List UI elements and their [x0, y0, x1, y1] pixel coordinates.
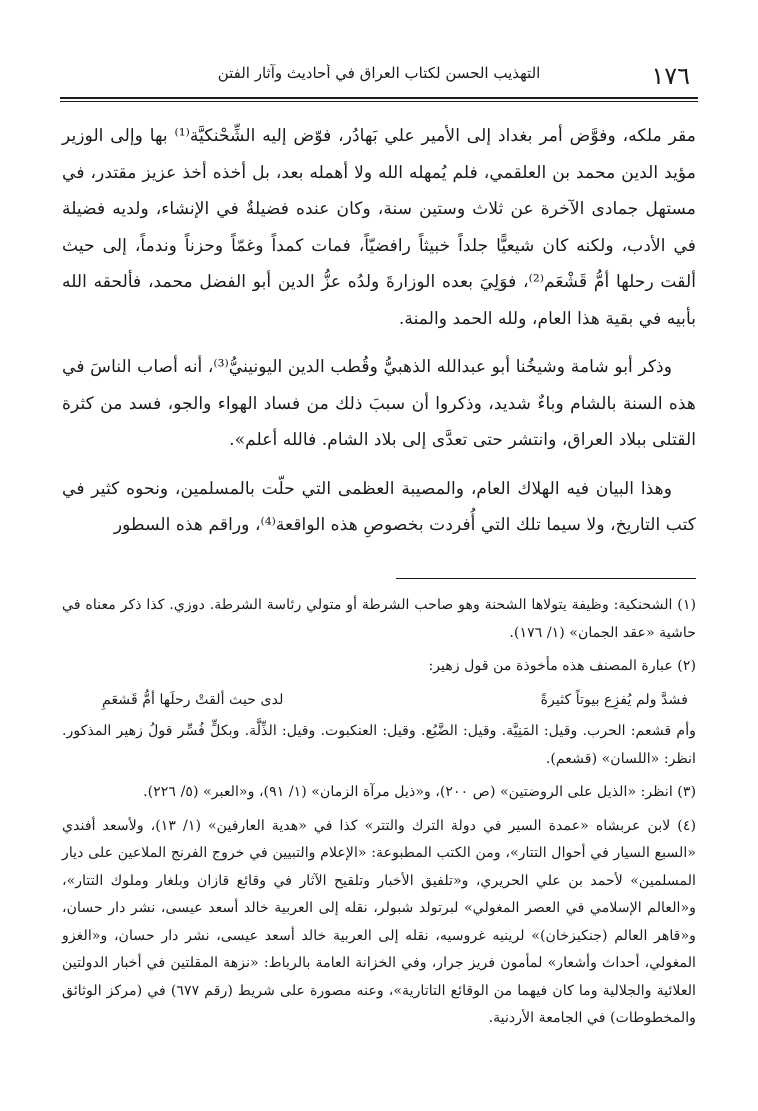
page-header — [60, 60, 698, 94]
poem-verse — [62, 687, 696, 715]
footnote-2-intro: (٢) عبارة المصنف هذه مأخوذة من قول زهير: — [428, 658, 696, 674]
footnote-1: (١) الشحنكية: وظيفة يتولاها الشحنة وهو صاحب الشرطة أو متولي رئاسة الشرطة. دوزي. كذا ذكر معناه في حاشية «عقد الجمان» (١/ ١٧٦). — [62, 597, 696, 641]
poem-first-hemistich: فشدَّ ولم يُفزِع بيوتاً كثيرةً — [540, 691, 688, 708]
page-number: ١٧٦ — [651, 62, 690, 90]
footnote-2-rest: وأم قشعم: الحرب. وقيل: المَنِيَّة. وقيل: الضَّبُع. وقيل: العنكبوت. وقيل: الذِّلَّة. وبكلٍّ فُسِّر قولُ زهير المذكور. انظر: «اللسان» (قشعم). — [62, 723, 696, 767]
header-rule — [60, 97, 698, 99]
header-rule-thin — [60, 101, 698, 102]
main-text — [62, 118, 696, 556]
footnote-separator — [396, 578, 696, 579]
paragraph-2: وذكر أبو شامة وشيخُنا أبو عبدالله الذهبيُّ وقُطب الدين اليونينيُّ⁽³⁾، أنه أصاب الناسَ في هذه السنة بالشام وباءٌ شديد، وذكروا أن سببَ ذلك من فساد الهواء والجو، فسد من كثرة القتلى ببلاد العراق، وانتشر حتى تعدَّى إلى بلاد الشام. فالله أعلم». — [62, 357, 696, 450]
running-title: التهذيب الحسن لكتاب العراق في أحاديث وآثار الفتن — [217, 64, 541, 82]
paragraph-1: مقر ملكه، وفوَّض أمر بغداد إلى الأمير علي بَهادُر، فوّض إليه الشِّحْنكيَّة⁽¹⁾ بها وإلى الوزير مؤيد الدين محمد بن العلقمي، فلم يُمهله الله ولا أهمله بعد، بل أخذه أخذ عزيز مقتدر، في مستهل جمادى الآخرة عن ثلاث وستين سنة، وكان عنده فضيلةٌ في الإنشاء، ولديه فضيلة في الأدب، ولكنه كان شيعيًّا جلداً خبيثاً رافضيّاً، فمات كمداً وغمّاً وحزناً وندماً، إلى حيث ألقت رحلها أمُّ قَشْعَم⁽²⁾، فوَلِيَ بعده الوزارةَ ولدُه عزُّ الدين أبو الفضل محمد، فألحقه الله بأبيه في بقية هذا العام، ولله الحمد والمنة. — [62, 126, 696, 329]
paragraph-3: وهذا البيان فيه الهلاك العام، والمصيبة العظمى التي حلّت بالمسلمين، ونحوه كثير في كتب التاريخ، ولا سيما تلك التي أُفردت بخصوصِ هذه الواقعة⁽⁴⁾، وراقم هذه السطور — [62, 478, 696, 535]
footnotes — [62, 592, 696, 1039]
footnote-3: (٣) انظر: «الذيل على الروضتين» (ص ٢٠٠)، و«ذيل مرآة الزمان» (١/ ٩١)، و«العبر» (٥/ ٢٢٦). — [143, 784, 696, 800]
poem-second-hemistich: لدى حيث ألقتْ رحلَها أمُّ قَشعَمِ — [102, 691, 284, 708]
footnote-4: (٤) لابن عربشاه «عمدة السير في دولة الترك والتتر» كذا في «هدية العارفين» (١/ ١٣)، ولأسعد أفندي «السبع السيار في أحوال التتار»، ومن الكتب المطبوعة: «الإعلام والتبيين في خروج الفرنج الملاعين على ديار المسلمين» لأحمد بن علي الحريري، و«تلفيق الأخبار وتلقيح الآثار في وقائع قازان وبلغار وملوك التتار»، و«العالم الإسلامي في العصر المغولي» لبرتولد شبولر، نقله إلى العربية خالد أسعد عيسى، نشر دار حسان، و«قاهر العالم (جنكيزخان)» لرينيه غروسيه، نقله إلى العربية خالد أسعد عيسى، نشر دار حسان، و«الغزو المغولي، أحداث وأشعار» لمأمون فريز جرار، وفي الخزانة العامة بالرباط: «نزهة المقلتين في أخبار الدولتين العلائية والجلالية وما كان فيهما من الوقائع التاتارية»، وعنه مصورة على شريط (رقم ٦٧٧) في (مركز الوثائق والمخطوطات) في الجامعة الأردنية. — [62, 817, 697, 1026]
